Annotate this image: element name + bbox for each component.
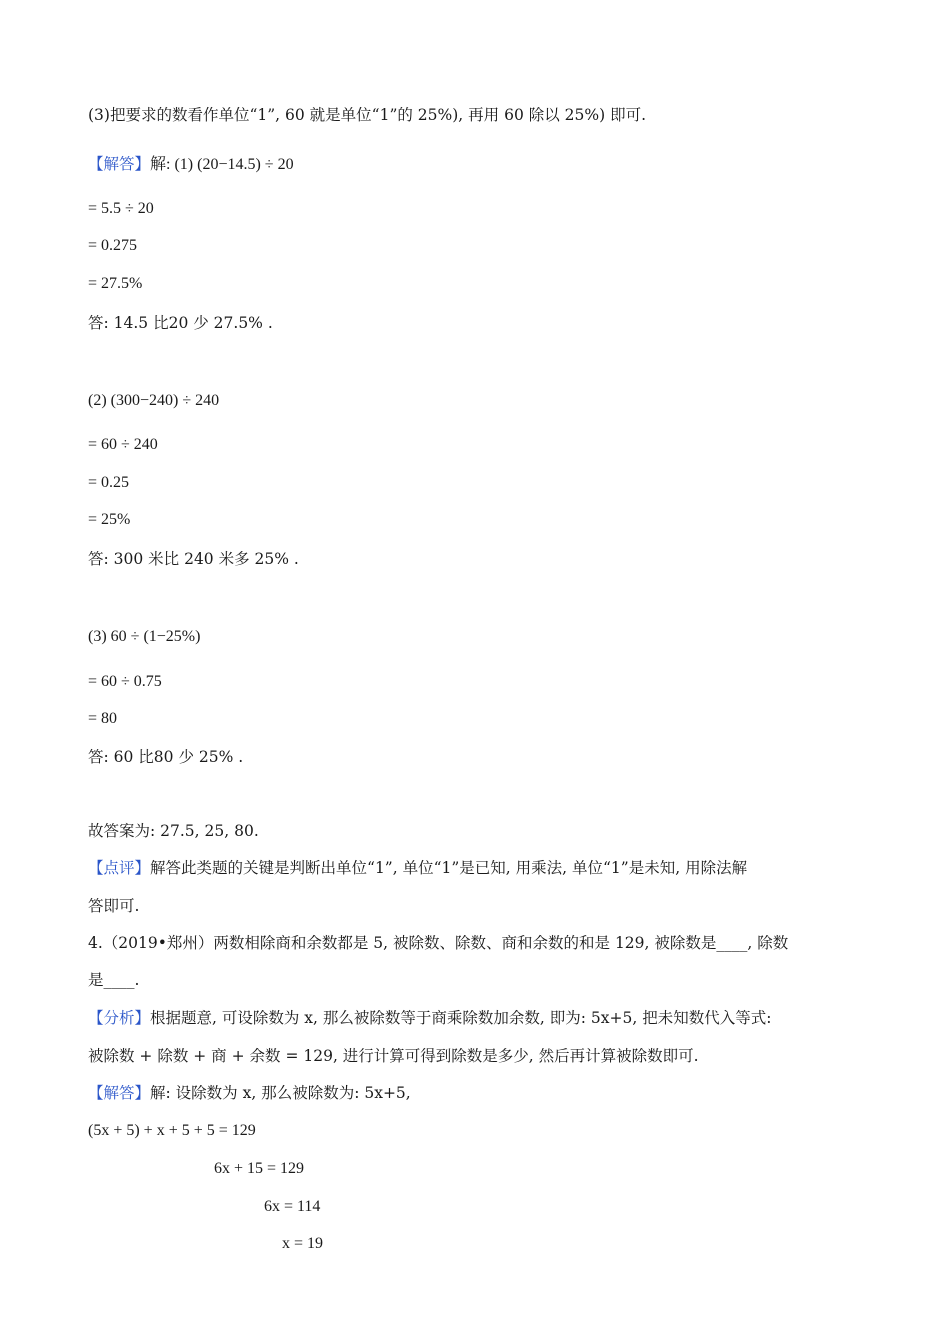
analysis-step-3: (3)把要求的数看作单位“1”, 60 就是单位“1”的 25%), 再用 60 除以 25%) 即可.	[88, 106, 647, 124]
question-4-line-2: 是____.	[88, 971, 140, 989]
solution-4-tag: 【解答】	[88, 1084, 151, 1102]
answer-1: 答: 14.5 比20 少 27.5% .	[88, 314, 273, 332]
comment-text: 解答此类题的关键是判断出单位“1”, 单位“1”是已知, 用乘法, 单位“1”是未知, 用除法解	[150, 859, 748, 877]
question-4-line-1: 4.（2019•郑州）两数相除商和余数都是 5, 被除数、除数、商和余数的和是 129, 被除数是____, 除数	[88, 934, 789, 952]
equation-2: 6x + 15 = 129	[214, 1160, 305, 1177]
equation-4: x = 19	[282, 1235, 324, 1252]
analysis-line-1	[88, 1007, 771, 1029]
solution-2-step-2: = 0.25	[88, 474, 130, 491]
answer-2: 答: 300 米比 240 米多 25% .	[88, 550, 299, 568]
comment-line-1	[88, 857, 747, 879]
solution-3-expression: (3) 60 ÷ (1−25%)	[88, 628, 201, 645]
comment-line-2: 答即可.	[88, 897, 140, 915]
solution-1-expression: 解: (1) (20−14.5) ÷ 20	[150, 156, 294, 173]
solution-tag: 【解答】	[88, 155, 151, 173]
solution-line-1	[88, 153, 294, 176]
solution-3-step-1: = 60 ÷ 0.75	[88, 673, 162, 690]
solution-2-step-1: = 60 ÷ 240	[88, 436, 158, 453]
analysis-line-2: 被除数 + 除数 + 商 + 余数 = 129, 进行计算可得到除数是多少, 然后再计算被除数即可.	[88, 1047, 699, 1065]
solution-4-text: 解: 设除数为 x, 那么被除数为: 5x+5,	[150, 1084, 411, 1102]
final-answer: 故答案为: 27.5, 25, 80.	[88, 822, 259, 840]
solution-1-step-3: = 27.5%	[88, 275, 143, 292]
equation-3: 6x = 114	[264, 1198, 321, 1215]
solution-1-step-2: = 0.275	[88, 237, 138, 254]
analysis-text: 根据题意, 可设除数为 x, 那么被除数等于商乘除数加余数, 即为: 5x+5, 把未知数代入等式:	[150, 1009, 772, 1027]
comment-tag: 【点评】	[88, 859, 151, 877]
solution-4-line-1	[88, 1082, 411, 1104]
answer-3: 答: 60 比80 少 25% .	[88, 748, 244, 766]
analysis-tag: 【分析】	[88, 1009, 151, 1027]
solution-2-step-3: = 25%	[88, 511, 131, 528]
solution-1-step-1: = 5.5 ÷ 20	[88, 200, 154, 217]
solution-3-step-2: = 80	[88, 710, 118, 727]
equation-1: (5x + 5) + x + 5 + 5 = 129	[88, 1122, 256, 1139]
solution-2-expression: (2) (300−240) ÷ 240	[88, 392, 220, 409]
